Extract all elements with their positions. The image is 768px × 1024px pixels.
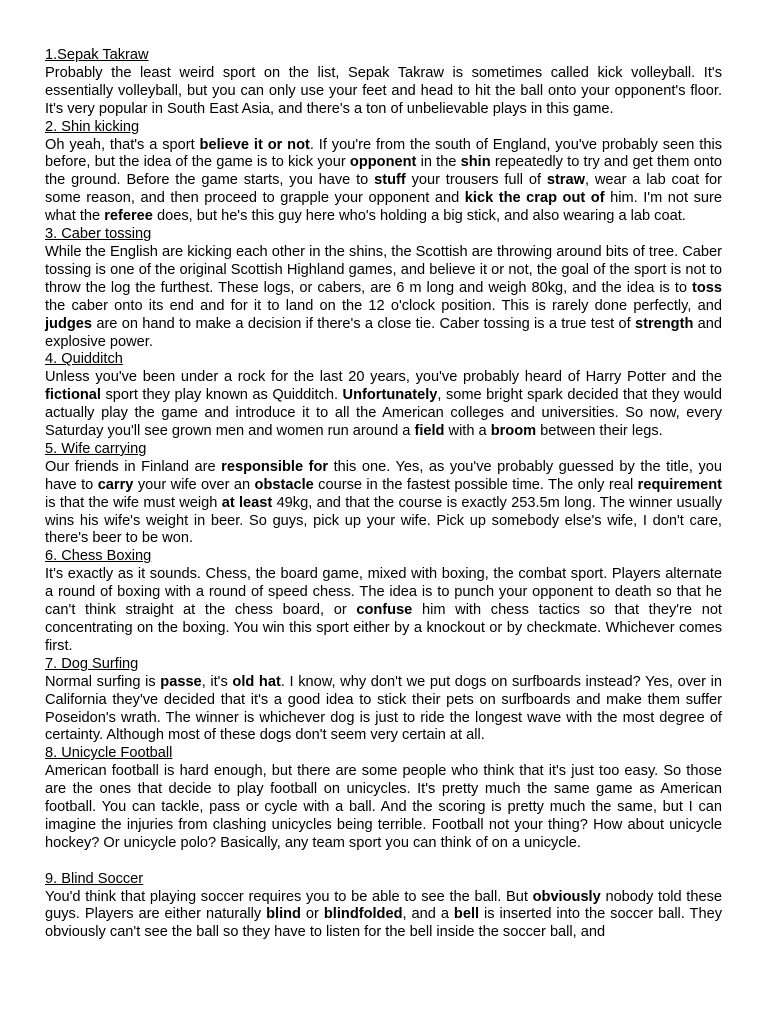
text-run: does, but he's this guy here who's holding a big stick, and also wearing a lab coat. <box>152 208 686 225</box>
section-paragraph <box>45 137 722 227</box>
blank-line <box>45 853 722 871</box>
bold-text: toss <box>691 279 722 296</box>
text-run: . If you're from the south of England, you've probably seen this before, but the idea of the game is to kick your <box>45 136 722 171</box>
text-run: , and a <box>402 906 454 923</box>
text-run: While the English are kicking each other in the shins, the Scottish are throwing around bits of tree. Caber tossing is one of the original Scottish Highland games, and believe it or not, the goal of the sport is not to throw the log the furthest. These logs, or cabers, are 6 m long and weigh 80kg, and the idea is to <box>45 243 722 296</box>
text-run: Unless you've been under a rock for the last 20 years, you've probably heard of Harry Potter and the <box>45 369 722 386</box>
section-paragraph <box>45 244 722 351</box>
text-run: or <box>300 906 324 923</box>
section-heading: 9. Blind Soccer <box>45 870 144 887</box>
section-heading: 7. Dog Surfing <box>45 655 139 672</box>
section-paragraph <box>45 65 722 119</box>
text-run: in the <box>416 154 461 171</box>
text-run: nobody told these guys. Players are either naturally <box>45 888 722 923</box>
bold-text: kick the crap out of <box>464 190 605 207</box>
bold-text: carry <box>97 476 134 493</box>
text-run: sport they play known as Quidditch. <box>100 387 343 404</box>
section-heading: 3. Caber tossing <box>45 226 152 243</box>
section-heading: 1.Sepak Takraw <box>45 47 149 63</box>
bold-text: passe <box>160 673 202 690</box>
bold-text: judges <box>45 315 93 332</box>
text-run: him. I'm not sure what the <box>45 190 722 225</box>
bold-text: Unfortunately <box>342 387 438 404</box>
bold-text: obstacle <box>254 476 314 493</box>
bold-text: believe it or not <box>199 136 310 153</box>
section-heading: 4. Quidditch <box>45 351 123 368</box>
bold-text: strength <box>634 315 694 332</box>
text-run: It's exactly as it sounds. Chess, the board game, mixed with boxing, the combat sport. Players alternate a round of boxing with a round of speed chess. The idea is to punch your opponent to death so that he can't think straight at the chess board, or <box>45 566 722 619</box>
section-paragraph <box>45 459 722 549</box>
text-run: are on hand to make a decision if there's a close tie. Caber tossing is a true test of <box>92 315 635 332</box>
bold-text: at least <box>221 494 273 511</box>
bold-text: broom <box>490 423 537 440</box>
bold-text: referee <box>104 208 153 225</box>
text-run: American football is hard enough, but there are some people who think that it's just too easy. So those are the ones that decide to play football on unicycles. It's pretty much the same game as American football. You can tackle, pass or cycle with a ball. And the scoring is pretty much the same, but I can imagine the injuries from clashing unicycles being terrible. Football not your thing? How about unicycle hockey? Or unicycle polo? Basically, any team sport you can think of on a unicycle. <box>45 763 722 851</box>
document-body <box>45 47 722 942</box>
bold-text: old hat <box>232 673 281 690</box>
section-heading: 5. Wife carrying <box>45 440 147 457</box>
bold-text: blind <box>266 906 301 923</box>
section-paragraph <box>45 566 722 656</box>
text-run: Oh yeah, that's a sport <box>45 136 200 153</box>
text-run: course in the fastest possible time. The only real <box>313 476 638 493</box>
section-paragraph <box>45 369 722 441</box>
bold-text: field <box>414 423 445 440</box>
text-run: your trousers full of <box>405 172 547 189</box>
bold-text: confuse <box>356 602 413 619</box>
bold-text: shin <box>460 154 491 171</box>
text-run: , wear a lab coat for some reason, and then proceed to grapple your opponent and <box>45 172 722 207</box>
text-run: this one. Yes, as you've probably guessed by the title, you have to <box>45 458 722 493</box>
text-run: with a <box>444 423 491 440</box>
text-run: your wife over an <box>133 476 255 493</box>
bold-text: fictional <box>45 387 101 404</box>
section-paragraph <box>45 763 722 853</box>
text-run: the caber onto its end and for it to land on the 12 o'clock position. This is rarely done perfectly, and <box>45 297 722 314</box>
text-run: Probably the least weird sport on the list, Sepak Takraw is sometimes called kick volleyball. It's essentially volleyball, but you can only use your feet and head to hit the ball onto your opponent's floor. It's very popular in South East Asia, and there's a ton of unbelievable plays in this game. <box>45 64 722 117</box>
text-run: 49kg, and that the course is exactly 253.5m long. The winner usually wins his wife's weight in beer. So guys, pick up your wife. Pick up somebody else's wife, I don't care, there's beer to be won. <box>45 494 722 547</box>
text-run: , some bright spark decided that they would actually play the game and introduce it to all the American colleges and universities. So now, every Saturday you'll see grown men and women run around a <box>45 387 722 440</box>
section-paragraph <box>45 674 722 746</box>
section-paragraph <box>45 889 722 943</box>
text-run: is inserted into the soccer ball. They obviously can't see the ball so they have to listen for the bell inside the soccer ball, and <box>45 906 722 941</box>
bold-text: blindfolded <box>323 906 403 923</box>
text-run: Normal surfing is <box>45 673 161 690</box>
section-heading: 8. Unicycle Football <box>45 745 173 762</box>
text-run: between their legs. <box>536 423 663 440</box>
text-run: him with chess tactics so that they're not concentrating on the boxing. You win this sport either by a knockout or by checkmate. Whichever comes first. <box>45 602 722 654</box>
bold-text: straw <box>546 172 585 189</box>
text-run: , it's <box>201 673 233 690</box>
text-run: Our friends in Finland are <box>45 458 222 475</box>
bold-text: responsible for <box>221 458 329 475</box>
text-run: . I know, why don't we put dogs on surfboards instead? Yes, over in California they've decided that it's a good idea to stick their pets on surfboards and make them suffer Poseidon's wrath. The winner is whichever dog is just to ride the longest wave with the most degree of certainty. Although most of these dogs don't seem very certain at all. <box>45 673 722 744</box>
bold-text: obviously <box>532 888 601 905</box>
bold-text: opponent <box>349 154 417 171</box>
text-run: is that the wife must weigh <box>45 494 222 511</box>
bold-text: requirement <box>637 476 722 493</box>
text-run: repeatedly to try and get them onto the ground. Before the game starts, you have to <box>45 154 722 189</box>
text-run: You'd think that playing soccer requires you to be able to see the ball. But <box>45 888 533 905</box>
section-heading: 6. Chess Boxing <box>45 548 152 565</box>
bold-text: bell <box>453 906 480 923</box>
text-run: and explosive power. <box>45 315 723 350</box>
bold-text: stuff <box>374 172 406 189</box>
section-heading: 2. Shin kicking <box>45 118 140 135</box>
